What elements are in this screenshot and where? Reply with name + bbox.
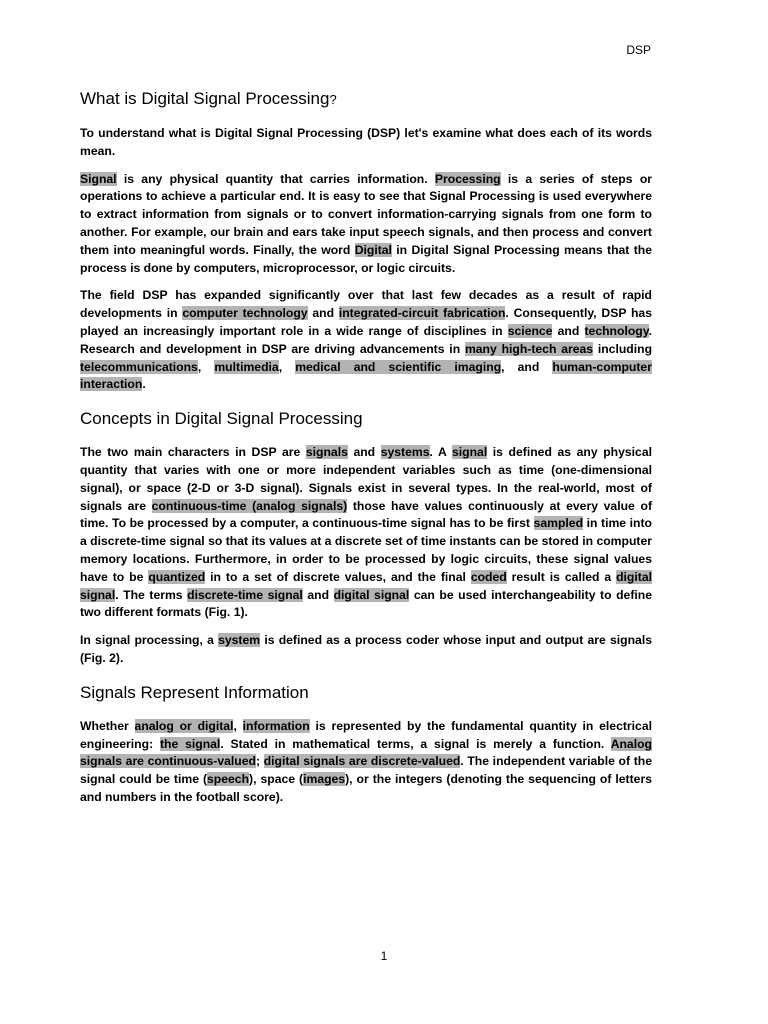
highlighted-term: systems xyxy=(380,445,430,460)
highlighted-term: coded xyxy=(470,569,507,584)
section-signals-information xyxy=(80,682,652,807)
paragraph: The two main characters in DSP are signals and systems. A signal is defined as any physical quantity that varies with one or more independent variables such as time (one-dimensional signal), or space (2-D or 3-D signal). Signals exist in several types. In the real-world, most of signals are continuous-time (analog signals) those have values continuously at every value of time. To be processed by a computer, a continuous-time signal has to be first sampled in time into a discrete-time signal so that its values at a discrete set of time instants can be stored in computer memory locations. Furthermore, in order to be processed by logic circuits, these signal values have to be quantized in to a set of discrete values, and the final coded result is called a digital signal. The terms discrete-time signal and digital signal can be used interchangeability to define two different formats (Fig. 1). xyxy=(80,445,652,620)
highlighted-term: digital signal xyxy=(333,587,410,602)
highlighted-term: Signal xyxy=(80,171,117,186)
highlighted-term: human-computer interaction xyxy=(80,359,652,392)
highlighted-term: digital signal xyxy=(80,569,652,602)
highlighted-term: telecommunications xyxy=(80,359,198,374)
highlighted-term: information xyxy=(242,718,310,733)
section-heading: What is Digital Signal Processing? xyxy=(80,89,337,108)
highlighted-term: Digital xyxy=(354,242,392,257)
highlighted-term: medical and scientific imaging xyxy=(295,359,502,374)
highlighted-term: analog or digital xyxy=(134,718,234,733)
highlighted-term: discrete-time signal xyxy=(187,587,303,602)
highlighted-term: many high-tech areas xyxy=(464,341,594,356)
highlighted-term: quantized xyxy=(148,569,206,584)
highlighted-term: images xyxy=(303,772,346,787)
highlighted-term: digital signals are discrete-valued xyxy=(263,754,461,769)
highlighted-term: multimedia xyxy=(214,359,279,374)
section-heading: Concepts in Digital Signal Processing xyxy=(80,409,363,429)
paragraph: Whether analog or digital, information is represented by the fundamental quantity in electrical engineering: the signal. Stated in mathematical terms, a signal is merely a function. Analog signals are continuous-valued; digital signals are discrete-valued. The independent variable of the signal could be time (speech), space (images), or the integers (denoting the sequencing of letters and numbers in the football score). xyxy=(80,718,652,804)
document-body xyxy=(80,88,652,817)
running-header: DSP xyxy=(626,43,651,57)
paragraph: To understand what is Digital Signal Processing (DSP) let's examine what does each of its words mean. xyxy=(80,126,652,158)
highlighted-term: Analog signals are continuous-valued xyxy=(80,736,652,769)
section-concepts xyxy=(80,408,652,668)
paragraph: The field DSP has expanded significantly over that last few decades as a result of rapid developments in computer technology and integrated-circuit fabrication. Consequently, DSP has played an increasingly important role in a wide range of disciplines in science and technology. Research and development in DSP are driving advancements in many high-tech areas including telecommunications, multimedia, medical and scientific imaging, and human-computer interaction. xyxy=(80,288,653,392)
highlighted-term: signals xyxy=(305,445,348,460)
highlighted-term: computer technology xyxy=(182,306,308,321)
highlighted-term: continuous-time (analog signals) xyxy=(151,498,348,513)
section-what-is-dsp xyxy=(80,88,652,394)
paragraph: In signal processing, a system is defined as a process coder whose input and output are signals (Fig. 2). xyxy=(80,633,652,665)
paragraph: Signal is any physical quantity that carries information. Processing is a series of steps or operations to achieve a particular end. It is easy to see that Signal Processing is used everywhere to extract information from signals or to convert information-carrying signals from one form to another. For example, our brain and ears take input speech signals, and then process and convert them into meaningful words. Finally, the word Digital in Digital Signal Processing means that the process is done by computers, microprocessor, or logic circuits. xyxy=(80,171,653,275)
highlighted-term: system xyxy=(218,633,261,648)
highlighted-term: sampled xyxy=(533,516,584,531)
section-heading: Signals Represent Information xyxy=(80,682,309,702)
highlighted-term: integrated-circuit fabrication xyxy=(338,306,506,321)
highlighted-term: signal xyxy=(451,445,488,460)
highlighted-term: Processing xyxy=(434,171,501,186)
highlighted-term: the signal xyxy=(159,736,221,751)
highlighted-term: science xyxy=(507,323,553,338)
highlighted-term: speech xyxy=(207,772,250,787)
highlighted-term: technology xyxy=(584,323,649,338)
page-number: 1 xyxy=(380,949,388,963)
